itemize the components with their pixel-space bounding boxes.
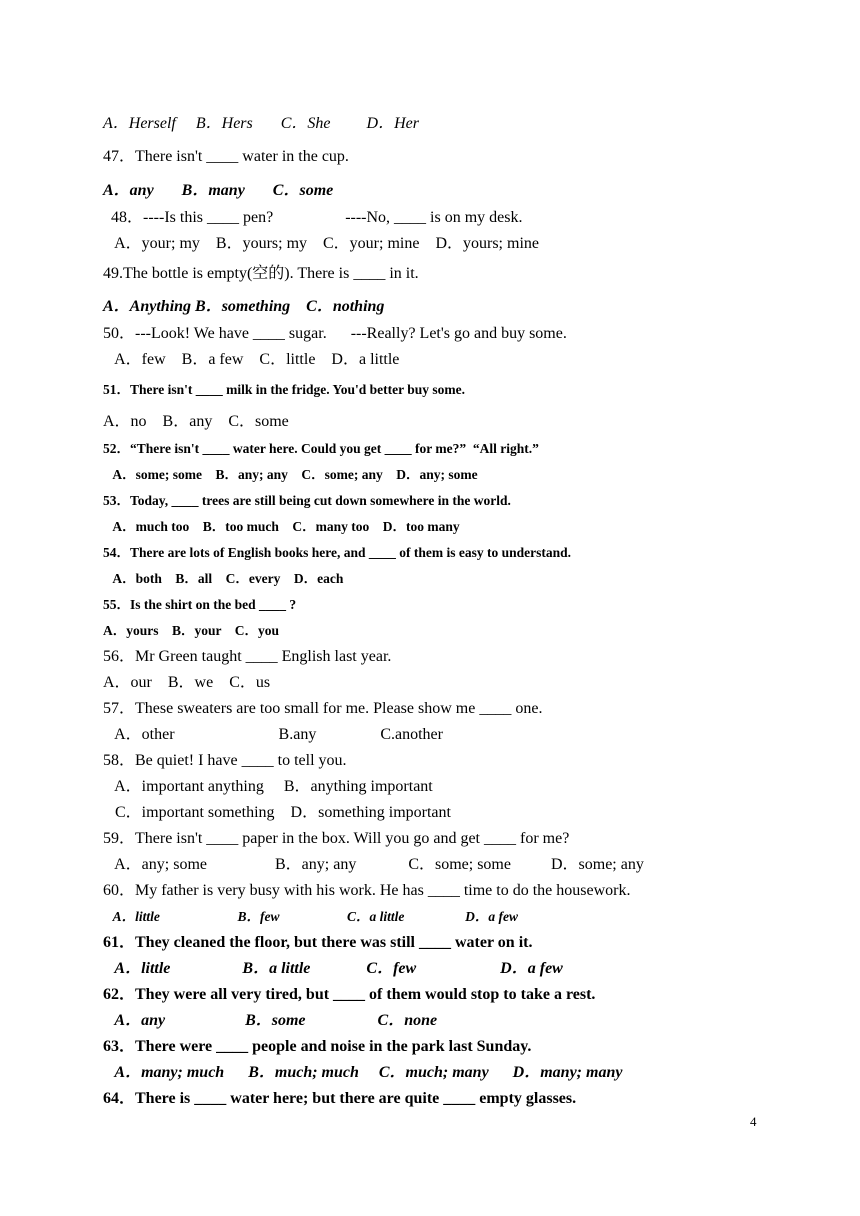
q54-question: 54．There are lots of English books here, and ____ of them is easy to understand. (103, 545, 572, 560)
q51-question: 51．There isn't ____ milk in the fridge. You'd better buy some. (103, 382, 466, 397)
q53-question: 53．Today, ____ trees are still being cut down somewhere in the world. (103, 493, 511, 508)
q54-options: A．both B．all C．every D．each (103, 571, 344, 586)
q63-question: 63．There were ____ people and noise in the park last Sunday. (103, 1038, 532, 1055)
q55-options: A．yours B．your C．you (103, 623, 280, 638)
q60-question: 60．My father is very busy with his work. He has ____ time to do the housework. (103, 882, 631, 899)
q49-options: A．Anything B．something C．nothing (103, 298, 385, 315)
q57-question: 57．These sweaters are too small for me. Please show me ____ one. (103, 700, 543, 717)
q51-options: A．no B．any C．some (103, 413, 289, 430)
q50-question: 50．---Look! We have ____ sugar. ---Really? Let's go and buy some. (103, 325, 567, 342)
q46-options: A．Herself B．Hers C．She D．Her (103, 115, 419, 132)
q61-options: A．little B．a little C．few D．a few (103, 960, 563, 977)
q47-question: 47．There isn't ____ water in the cup. (103, 148, 349, 165)
q59-options: A．any; some B．any; any C．some; some D．some; any (103, 856, 644, 873)
q59-question: 59．There isn't ____ paper in the box. Will you go and get ____ for me? (103, 830, 570, 847)
q58-question: 58．Be quiet! I have ____ to tell you. (103, 752, 347, 769)
q48-options: A．your; my B．yours; my C．your; mine D．yours; mine (103, 235, 539, 252)
q53-options: A．much too B．too much C．many too D．too many (103, 519, 460, 534)
q52-options: A．some; some B．any; any C．some; any D．any; some (103, 467, 478, 482)
q62-question: 62．They were all very tired, but ____ of them would stop to take a rest. (103, 986, 596, 1003)
page-number: 4 (750, 1114, 757, 1129)
q50-options: A．few B．a few C．little D．a little (103, 351, 400, 368)
q61-question: 61．They cleaned the floor, but there was still ____ water on it. (103, 934, 533, 951)
q49-question: 49.The bottle is empty(空的). There is ____ in it. (103, 265, 419, 282)
q56-question: 56．Mr Green taught ____ English last year. (103, 648, 392, 665)
q57-options: A．other B.any C.another (103, 726, 443, 743)
q47-options: A．any B．many C．some (103, 182, 334, 199)
q48-question: 48．----Is this ____ pen? ----No, ____ is on my desk. (103, 209, 523, 226)
q63-options: A．many; much B．much; much C．much; many D．many; many (103, 1064, 623, 1081)
q52-question: 52．“There isn't ____ water here. Could you get ____ for me?” “All right.” (103, 441, 539, 456)
q62-options: A．any B．some C．none (103, 1012, 438, 1029)
q56-options: A．our B．we C．us (103, 674, 271, 691)
q55-question: 55．Is the shirt on the bed ____ ? (103, 597, 297, 612)
q58-options-cd: C．important something D．something important (103, 804, 451, 821)
q60-options: A．little B．few C．a little D．a few (103, 909, 518, 924)
q58-options-ab: A．important anything B．anything important (103, 778, 433, 795)
q64-question: 64．There is ____ water here; but there are quite ____ empty glasses. (103, 1090, 577, 1107)
